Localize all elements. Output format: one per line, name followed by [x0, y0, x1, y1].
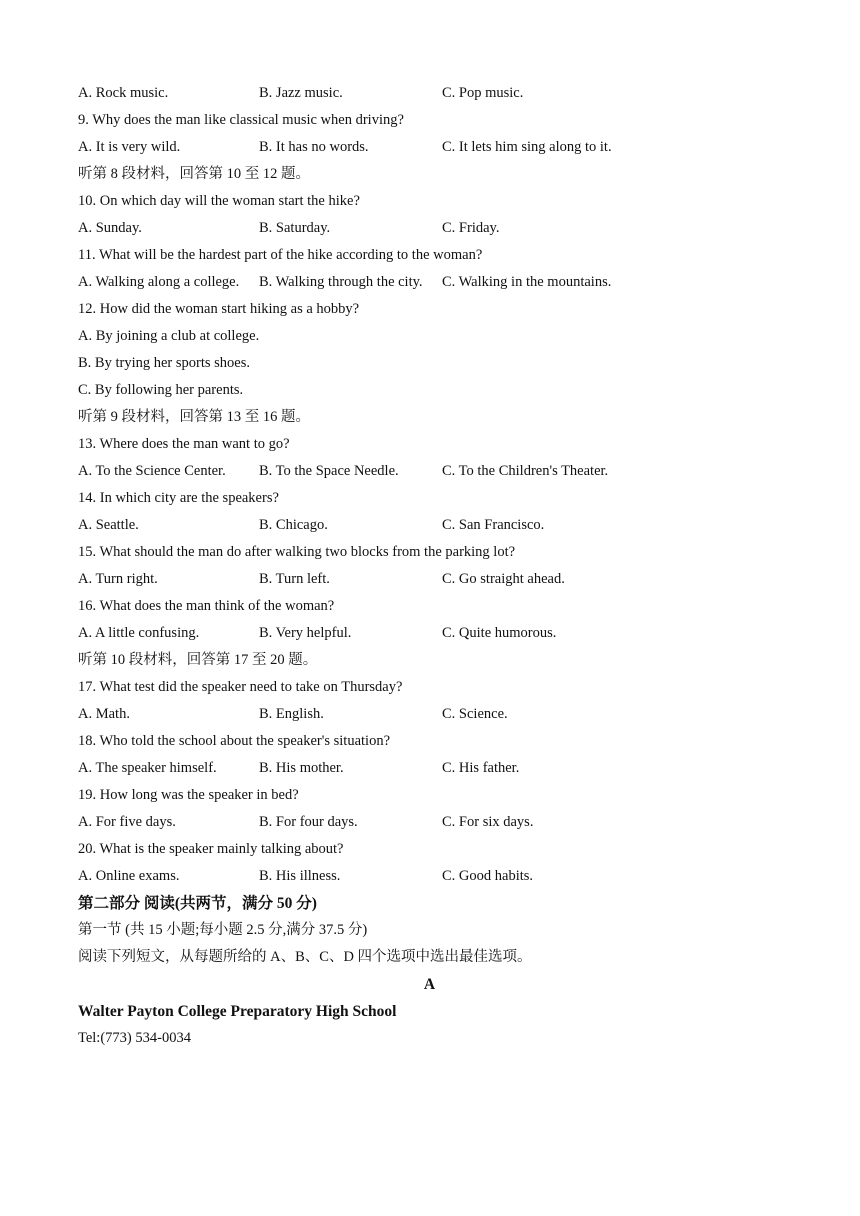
line-text: 13. Where does the man want to go? — [78, 436, 290, 452]
options-row — [78, 269, 778, 296]
text-line — [78, 188, 778, 215]
section-heading — [78, 890, 778, 917]
text-line — [78, 107, 778, 134]
option-c: C. Go straight ahead. — [442, 571, 565, 587]
option-a: A. Math. — [78, 706, 130, 722]
option-b: B. Very helpful. — [259, 625, 352, 641]
text-line — [78, 539, 778, 566]
option-b: B. His illness. — [259, 868, 341, 884]
text-line — [78, 404, 778, 431]
line-text: 20. What is the speaker mainly talking about? — [78, 841, 344, 857]
document-page — [78, 80, 778, 1052]
line-text: 9. Why does the man like classical music when driving? — [78, 112, 404, 128]
option-b: B. It has no words. — [259, 139, 369, 155]
option-b: B. His mother. — [259, 760, 344, 776]
section-heading-text: Walter Payton College Preparatory High School — [78, 1003, 397, 1020]
text-line — [78, 647, 778, 674]
passage-label — [78, 971, 781, 998]
line-text: 19. How long was the speaker in bed? — [78, 787, 299, 803]
section-heading-text: 第二部分 阅读(共两节，满分 50 分) — [78, 895, 317, 912]
options-row — [78, 134, 778, 161]
option-a: A. It is very wild. — [78, 139, 181, 155]
options-row — [78, 809, 778, 836]
line-text: 阅读下列短文，从每题所给的 A、B、C、D 四个选项中选出最佳选项。 — [78, 949, 532, 965]
option-b: B. Chicago. — [259, 517, 328, 533]
option-a: A. Online exams. — [78, 868, 180, 884]
text-line — [78, 917, 778, 944]
passage-label-text: A — [423, 976, 436, 993]
text-line — [78, 674, 778, 701]
line-text: 16. What does the man think of the woman? — [78, 598, 335, 614]
line-text: B. By trying her sports shoes. — [78, 355, 250, 371]
options-row — [78, 566, 778, 593]
options-row — [78, 512, 778, 539]
options-row — [78, 620, 778, 647]
line-text: 17. What test did the speaker need to take on Thursday? — [78, 679, 403, 695]
option-c: C. Walking in the mountains. — [442, 274, 612, 290]
options-row — [78, 215, 778, 242]
option-a: A. For five days. — [78, 814, 176, 830]
text-line — [78, 323, 778, 350]
line-text: 听第 9 段材料，回答第 13 至 16 题。 — [78, 409, 310, 425]
text-line — [78, 242, 778, 269]
text-line — [78, 296, 778, 323]
option-c: C. Good habits. — [442, 868, 534, 884]
option-b: B. Walking through the city. — [259, 274, 423, 290]
option-c: C. For six days. — [442, 814, 534, 830]
line-text: C. By following her parents. — [78, 382, 244, 398]
options-row — [78, 755, 778, 782]
line-text: 14. In which city are the speakers? — [78, 490, 279, 506]
line-text: 听第 8 段材料，回答第 10 至 12 题。 — [78, 166, 310, 182]
text-line — [78, 161, 778, 188]
options-row — [78, 80, 778, 107]
text-line — [78, 782, 778, 809]
text-line — [78, 1025, 778, 1052]
line-text: 11. What will be the hardest part of the hike according to the woman? — [78, 247, 483, 263]
options-row — [78, 458, 778, 485]
option-a: A. Turn right. — [78, 571, 158, 587]
option-a: A. Sunday. — [78, 220, 142, 236]
option-c: C. Quite humorous. — [442, 625, 557, 641]
text-line — [78, 836, 778, 863]
option-a: A. A little confusing. — [78, 625, 200, 641]
option-c: C. To the Children's Theater. — [442, 463, 609, 479]
options-row — [78, 863, 778, 890]
option-c: C. His father. — [442, 760, 520, 776]
option-a: A. The speaker himself. — [78, 760, 217, 776]
option-a: A. To the Science Center. — [78, 463, 226, 479]
section-heading — [78, 998, 778, 1025]
text-line — [78, 944, 778, 971]
option-b: B. To the Space Needle. — [259, 463, 399, 479]
line-text: 15. What should the man do after walking two blocks from the parking lot? — [78, 544, 516, 560]
line-text: 18. Who told the school about the speaker's situation? — [78, 733, 391, 749]
option-b: B. For four days. — [259, 814, 358, 830]
option-c: C. San Francisco. — [442, 517, 545, 533]
line-text: 10. On which day will the woman start the hike? — [78, 193, 360, 209]
text-line — [78, 431, 778, 458]
text-line — [78, 728, 778, 755]
option-c: C. Science. — [442, 706, 508, 722]
option-b: B. Jazz music. — [259, 85, 343, 101]
text-line — [78, 485, 778, 512]
text-line — [78, 377, 778, 404]
option-c: C. Pop music. — [442, 85, 524, 101]
options-row — [78, 701, 778, 728]
option-c: C. Friday. — [442, 220, 500, 236]
line-text: 听第 10 段材料，回答第 17 至 20 题。 — [78, 652, 318, 668]
text-line — [78, 350, 778, 377]
line-text: 12. How did the woman start hiking as a hobby? — [78, 301, 360, 317]
text-line — [78, 593, 778, 620]
line-text: Tel:(773) 534-0034 — [78, 1030, 191, 1046]
option-b: B. English. — [259, 706, 324, 722]
option-c: C. It lets him sing along to it. — [442, 139, 612, 155]
line-text: A. By joining a club at college. — [78, 328, 260, 344]
option-a: A. Walking along a college. — [78, 274, 240, 290]
option-b: B. Turn left. — [259, 571, 330, 587]
option-b: B. Saturday. — [259, 220, 331, 236]
option-a: A. Rock music. — [78, 85, 169, 101]
line-text: 第一节 (共 15 小题;每小题 2.5 分,满分 37.5 分) — [78, 922, 368, 938]
option-a: A. Seattle. — [78, 517, 139, 533]
